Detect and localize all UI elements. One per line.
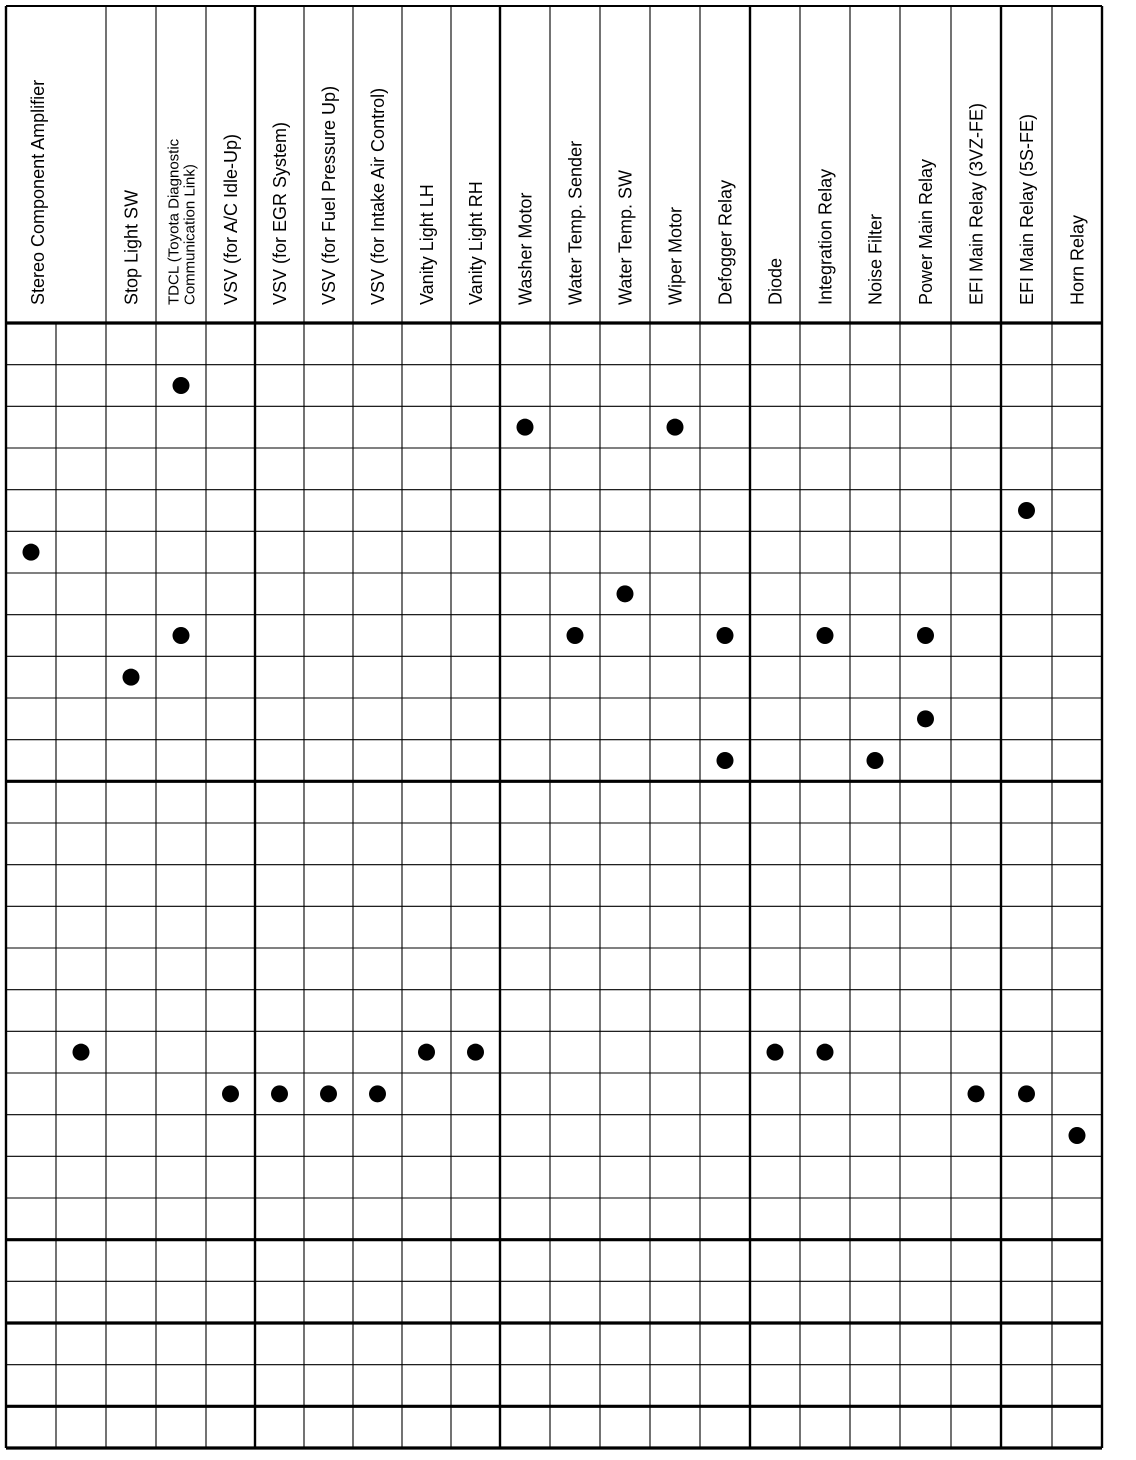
column-header <box>1067 215 1087 305</box>
column-header <box>28 80 48 305</box>
table-mark-dot <box>968 1085 985 1102</box>
table-mark-dot <box>369 1085 386 1102</box>
column-header-label: Stop Light SW <box>121 189 142 305</box>
column-header-label: Vanity Light RH <box>465 181 486 305</box>
column-header-label: Noise Filter <box>865 213 886 305</box>
table-mark-dot <box>567 627 584 644</box>
column-header-label: Washer Motor <box>515 192 536 305</box>
column-header-label: Diode <box>765 257 786 305</box>
column-header <box>865 214 885 305</box>
table-mark-dot <box>917 627 934 644</box>
column-header <box>565 141 585 305</box>
column-header-label: EFI Main Relay (3VZ-FE) <box>966 102 987 305</box>
table-mark-dot <box>173 627 190 644</box>
table-mark-dot <box>1018 502 1035 519</box>
column-header-label: VSV (for Fuel Pressure Up) <box>318 85 339 305</box>
column-header <box>417 184 437 305</box>
column-header <box>368 88 388 305</box>
column-header-label: VSV (for A/C Idle-Up) <box>220 133 241 305</box>
column-header-label: Wiper Motor <box>665 206 686 305</box>
column-header <box>715 180 735 305</box>
column-header <box>765 258 785 305</box>
column-header <box>815 169 835 305</box>
column-header <box>221 134 241 305</box>
table-mark-dot <box>271 1085 288 1102</box>
column-header-label: Communication Link) <box>181 164 199 305</box>
column-header <box>319 86 339 305</box>
table-mark-dot <box>222 1085 239 1102</box>
column-header <box>515 193 535 305</box>
column-header-label: Power Main Relay <box>915 158 936 305</box>
table-mark-dot <box>1018 1085 1035 1102</box>
column-header-label: Water Temp. SW <box>615 169 636 305</box>
column-header-label: VSV (for Intake Air Control) <box>367 87 388 305</box>
table-mark-dot <box>817 627 834 644</box>
table-mark-dot <box>517 419 534 436</box>
column-header <box>270 122 290 305</box>
table-mark-dot <box>867 752 884 769</box>
column-header-label: Vanity Light LH <box>416 184 437 305</box>
table-mark-dot <box>467 1044 484 1061</box>
column-header <box>916 159 936 305</box>
table-mark-dot <box>173 377 190 394</box>
table-mark-dot <box>73 1044 90 1061</box>
column-header-label: Defogger Relay <box>715 179 736 305</box>
column-header-label: Water Temp. Sender <box>565 140 586 305</box>
column-header-label: Stereo Component Amplifier <box>28 79 48 305</box>
table-mark-dot <box>767 1044 784 1061</box>
table-mark-dot <box>917 710 934 727</box>
table-mark-dot <box>418 1044 435 1061</box>
table-mark-dot <box>23 544 40 561</box>
table-mark-dot <box>1069 1127 1086 1144</box>
column-header-label: TDCL (Toyota Diagnostic <box>165 138 183 305</box>
column-header <box>121 190 141 305</box>
column-header <box>466 181 486 305</box>
table-mark-dot <box>717 752 734 769</box>
table-marks <box>23 377 1086 1144</box>
column-header <box>165 138 198 305</box>
table-mark-dot <box>320 1085 337 1102</box>
table-mark-dot <box>123 669 140 686</box>
column-header <box>966 103 986 305</box>
table-mark-dot <box>617 585 634 602</box>
column-header <box>665 207 685 305</box>
column-headers <box>28 80 1087 305</box>
column-header <box>615 170 635 305</box>
column-header-label: Horn Relay <box>1067 214 1088 305</box>
table-mark-dot <box>817 1044 834 1061</box>
column-header-label: Integration Relay <box>815 168 836 305</box>
column-header-label: EFI Main Relay (5S-FE) <box>1016 113 1037 305</box>
table-mark-dot <box>667 419 684 436</box>
column-header <box>1017 114 1037 305</box>
column-header-label: VSV (for EGR System) <box>269 121 290 305</box>
table-mark-dot <box>717 627 734 644</box>
